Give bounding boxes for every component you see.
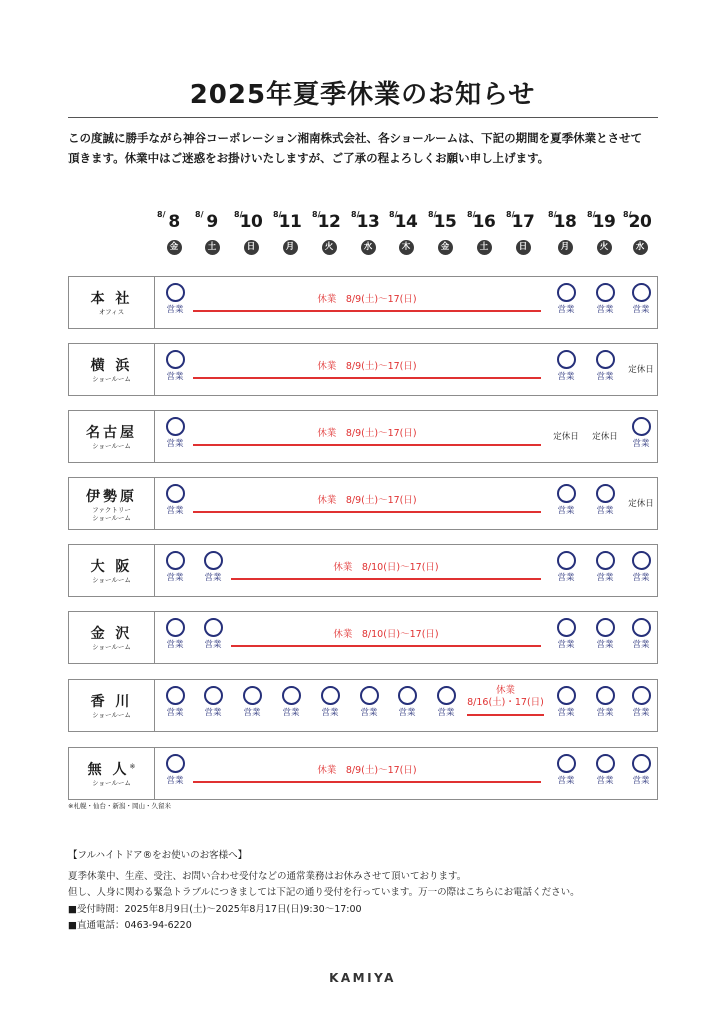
location-row <box>68 747 658 800</box>
location-name: 名古屋 <box>86 425 137 441</box>
open-label: 営業 <box>632 708 650 718</box>
regular-holiday: 定休日 <box>592 432 618 442</box>
open-status <box>585 484 625 516</box>
open-status <box>621 618 661 650</box>
open-label: 営業 <box>632 573 650 583</box>
date-month: 8/ <box>312 210 321 219</box>
open-circle-icon <box>321 686 340 705</box>
info-line: ■直通電話：0463-94-6220 <box>68 920 192 931</box>
open-status <box>546 686 586 718</box>
date-label <box>155 208 193 234</box>
open-circle-icon <box>632 417 651 436</box>
date-month: 8/ <box>467 210 476 219</box>
footnote: ※札幌・仙台・新潟・岡山・久留米 <box>68 802 171 810</box>
date-column <box>349 208 387 255</box>
open-label: 営業 <box>166 372 184 382</box>
location-row <box>68 477 658 530</box>
date-column <box>193 208 231 255</box>
open-label: 営業 <box>398 708 416 718</box>
open-label: 営業 <box>166 776 184 786</box>
holiday-bar <box>193 444 541 446</box>
open-status <box>585 618 625 650</box>
open-status <box>271 686 311 718</box>
date-day: 11 <box>278 212 302 232</box>
date-label <box>349 208 387 234</box>
info-heading: 【フルハイトドア®をお使いのお客様へ】 <box>68 850 248 861</box>
location-row <box>68 611 658 664</box>
holiday-bar <box>193 377 541 379</box>
open-circle-icon <box>166 417 185 436</box>
open-circle-icon <box>166 484 185 503</box>
date-day: 12 <box>317 212 341 232</box>
location-cell <box>69 612 155 663</box>
open-status <box>546 350 586 382</box>
open-status <box>621 754 661 786</box>
open-circle-icon <box>204 618 223 637</box>
date-column <box>271 208 309 255</box>
open-circle-icon <box>632 551 651 570</box>
date-column <box>621 208 659 255</box>
open-label: 営業 <box>632 305 650 315</box>
date-label <box>465 208 503 234</box>
open-circle-icon <box>596 350 615 369</box>
open-status <box>387 686 427 718</box>
open-status <box>349 686 389 718</box>
location-name: 金 沢 <box>90 626 133 642</box>
date-column <box>585 208 623 255</box>
open-label: 営業 <box>557 372 575 382</box>
open-status <box>621 417 661 449</box>
open-status <box>155 417 195 449</box>
date-column <box>387 208 425 255</box>
date-day: 14 <box>394 212 418 232</box>
location-name: 無 人※ <box>87 762 136 778</box>
open-circle-icon <box>166 754 185 773</box>
open-status <box>155 484 195 516</box>
location-type: ショールーム <box>92 576 131 584</box>
date-month: 8/ <box>389 210 398 219</box>
location-row <box>68 343 658 396</box>
open-status <box>546 754 586 786</box>
date-column <box>465 208 503 255</box>
open-status <box>546 283 586 315</box>
open-circle-icon <box>596 686 615 705</box>
location-cell <box>69 344 155 395</box>
open-circle-icon <box>166 551 185 570</box>
date-label <box>504 208 542 234</box>
date-day: 16 <box>472 212 496 232</box>
date-day: 19 <box>592 212 616 232</box>
date-month: 8/ <box>506 210 515 219</box>
weekday-badge: 日 <box>516 240 531 255</box>
location-type: ショールーム <box>92 643 131 651</box>
date-label <box>193 208 231 234</box>
location-type: ショールーム <box>92 779 131 787</box>
open-circle-icon <box>632 686 651 705</box>
location-cell <box>69 478 155 529</box>
open-circle-icon <box>557 283 576 302</box>
date-label <box>232 208 270 234</box>
holiday-period-label: 休業 8/10(日)～17(日) <box>333 629 439 640</box>
open-label: 営業 <box>166 439 184 449</box>
date-column <box>546 208 584 255</box>
weekday-badge: 土 <box>205 240 220 255</box>
intro-line: 頂きます。休業中はご迷惑をお掛けいたしますが、ご了承の程よろしくお願い申し上げます。 <box>68 151 550 165</box>
date-column <box>310 208 348 255</box>
open-status <box>426 686 466 718</box>
date-label <box>271 208 309 234</box>
date-month: 8/ <box>234 210 243 219</box>
date-month: 8/ <box>273 210 282 219</box>
open-circle-icon <box>166 350 185 369</box>
open-label: 営業 <box>632 776 650 786</box>
location-row <box>68 544 658 597</box>
open-status <box>546 618 586 650</box>
open-label: 営業 <box>632 439 650 449</box>
open-label: 営業 <box>596 506 614 516</box>
open-status <box>193 618 233 650</box>
location-cell <box>69 277 155 328</box>
date-label <box>621 208 659 234</box>
location-type: ショールーム <box>92 514 131 522</box>
open-circle-icon <box>557 350 576 369</box>
open-status <box>546 484 586 516</box>
weekday-badge: 火 <box>322 240 337 255</box>
date-month: 8/ <box>587 210 596 219</box>
open-circle-icon <box>632 754 651 773</box>
open-circle-icon <box>437 686 456 705</box>
open-circle-icon <box>243 686 262 705</box>
weekday-badge: 土 <box>477 240 492 255</box>
location-row <box>68 679 658 732</box>
open-circle-icon <box>166 618 185 637</box>
open-label: 営業 <box>437 708 455 718</box>
open-status <box>155 754 195 786</box>
open-status <box>155 283 195 315</box>
holiday-period-label: 休業 8/9(土)～17(日) <box>317 428 417 439</box>
open-status <box>585 350 625 382</box>
open-label: 営業 <box>166 573 184 583</box>
weekday-badge: 木 <box>399 240 414 255</box>
info-line: ■受付時間：2025年8月9日(土)～2025年8月17日(日)9:30～17:00 <box>68 903 362 915</box>
open-status <box>621 686 661 718</box>
open-circle-icon <box>596 484 615 503</box>
date-label <box>546 208 584 234</box>
open-label: 営業 <box>557 640 575 650</box>
holiday-period-label: 休業 8/9(土)～17(日) <box>317 294 417 305</box>
date-month: 8/ <box>428 210 437 219</box>
location-type: ショールーム <box>92 375 131 383</box>
holiday-period-label: 休業 8/9(土)～17(日) <box>317 765 417 776</box>
weekday-badge: 水 <box>361 240 376 255</box>
date-month: 8/ <box>195 210 204 219</box>
open-label: 営業 <box>282 708 300 718</box>
holiday-period-label <box>467 685 544 709</box>
open-label: 営業 <box>596 305 614 315</box>
open-circle-icon <box>596 754 615 773</box>
open-label: 営業 <box>557 776 575 786</box>
date-day: 9 <box>206 212 218 232</box>
open-label: 営業 <box>166 708 184 718</box>
open-status <box>155 551 195 583</box>
company-logo: KAMIYA <box>329 971 396 985</box>
info-line: 但し、人身に関わる緊急トラブルにつきましては下記の通り受付を行っています。万一の際はこちらにお電話ください。 <box>68 887 580 898</box>
date-column <box>232 208 270 255</box>
title-divider <box>68 117 658 118</box>
open-label: 営業 <box>166 506 184 516</box>
weekday-badge: 火 <box>597 240 612 255</box>
date-day: 8 <box>168 212 180 232</box>
open-circle-icon <box>596 283 615 302</box>
open-status <box>621 283 661 315</box>
open-status <box>193 551 233 583</box>
open-status <box>585 686 625 718</box>
location-name: 本 社 <box>90 291 133 307</box>
date-month: 8/ <box>157 210 166 219</box>
open-status <box>155 618 195 650</box>
location-type: オフィス <box>98 308 125 316</box>
open-label: 営業 <box>596 372 614 382</box>
open-label: 営業 <box>166 640 184 650</box>
footnote-mark: ※ <box>129 762 136 771</box>
location-cell <box>69 680 155 731</box>
location-cell <box>69 545 155 596</box>
holiday-period-label: 休業 8/9(土)～17(日) <box>317 495 417 506</box>
holiday-label-line: 8/16(土)・17(日) <box>467 697 544 708</box>
open-status <box>155 686 195 718</box>
date-column <box>504 208 542 255</box>
intro-text <box>68 128 668 168</box>
open-circle-icon <box>398 686 417 705</box>
location-cell <box>69 748 155 799</box>
open-circle-icon <box>557 551 576 570</box>
open-label: 営業 <box>204 708 222 718</box>
holiday-bar <box>467 714 544 716</box>
date-month: 8/ <box>548 210 557 219</box>
open-label: 営業 <box>204 640 222 650</box>
open-label: 営業 <box>596 640 614 650</box>
open-status <box>155 350 195 382</box>
open-label: 営業 <box>243 708 261 718</box>
open-circle-icon <box>557 686 576 705</box>
holiday-bar <box>231 578 541 580</box>
open-circle-icon <box>632 618 651 637</box>
location-name: 伊勢原 <box>86 489 137 505</box>
open-label: 営業 <box>557 573 575 583</box>
open-circle-icon <box>204 551 223 570</box>
open-status <box>585 551 625 583</box>
regular-holiday: 定休日 <box>628 499 654 509</box>
page-title: 2025年夏季休業のお知らせ <box>189 80 536 110</box>
open-label: 営業 <box>596 573 614 583</box>
open-status <box>621 551 661 583</box>
open-label: 営業 <box>360 708 378 718</box>
weekday-badge: 金 <box>167 240 182 255</box>
holiday-bar <box>193 781 541 783</box>
date-column <box>155 208 193 255</box>
open-status <box>546 551 586 583</box>
holiday-period-label: 休業 8/9(土)～17(日) <box>317 361 417 372</box>
weekday-badge: 月 <box>558 240 573 255</box>
open-status <box>585 754 625 786</box>
date-month: 8/ <box>351 210 360 219</box>
date-label <box>310 208 348 234</box>
holiday-label-line: 休業 <box>495 685 515 696</box>
open-label: 営業 <box>321 708 339 718</box>
open-status <box>232 686 272 718</box>
weekday-badge: 日 <box>244 240 259 255</box>
open-circle-icon <box>557 484 576 503</box>
date-day: 15 <box>433 212 457 232</box>
open-label: 営業 <box>557 305 575 315</box>
regular-holiday: 定休日 <box>553 432 579 442</box>
open-label: 営業 <box>596 708 614 718</box>
date-label <box>387 208 425 234</box>
open-circle-icon <box>166 686 185 705</box>
holiday-bar <box>231 645 541 647</box>
date-day: 17 <box>511 212 535 232</box>
open-circle-icon <box>204 686 223 705</box>
regular-holiday: 定休日 <box>628 365 654 375</box>
date-day: 13 <box>356 212 380 232</box>
open-label: 営業 <box>557 708 575 718</box>
weekday-badge: 金 <box>438 240 453 255</box>
open-label: 営業 <box>557 506 575 516</box>
date-day: 10 <box>239 212 263 232</box>
location-name: 香 川 <box>90 694 133 710</box>
location-type: ショールーム <box>92 442 131 450</box>
open-circle-icon <box>557 754 576 773</box>
open-circle-icon <box>596 551 615 570</box>
open-label: 営業 <box>632 640 650 650</box>
intro-line: この度誠に勝手ながら神谷コーポレーション湘南株式会社、各ショールームは、下記の期間を夏季休業とさせて <box>68 131 643 145</box>
location-type: ファクトリー <box>92 506 131 514</box>
location-name: 大 阪 <box>90 559 133 575</box>
open-status <box>193 686 233 718</box>
date-day: 20 <box>628 212 652 232</box>
location-type: ショールーム <box>92 711 131 719</box>
open-circle-icon <box>166 283 185 302</box>
info-line: 夏季休業中、生産、受注、お問い合わせ受付などの通常業務はお休みさせて頂いております。 <box>68 870 467 882</box>
location-cell <box>69 411 155 462</box>
weekday-badge: 水 <box>633 240 648 255</box>
location-name: 横 浜 <box>90 358 133 374</box>
open-label: 営業 <box>166 305 184 315</box>
date-column <box>426 208 464 255</box>
location-row <box>68 410 658 463</box>
date-label <box>585 208 623 234</box>
holiday-bar <box>193 511 541 513</box>
customer-info <box>68 848 580 935</box>
open-circle-icon <box>360 686 379 705</box>
date-month: 8/ <box>623 210 632 219</box>
location-row <box>68 276 658 329</box>
date-header <box>0 208 725 260</box>
date-label <box>426 208 464 234</box>
weekday-badge: 月 <box>283 240 298 255</box>
open-circle-icon <box>282 686 301 705</box>
open-circle-icon <box>596 618 615 637</box>
open-status <box>310 686 350 718</box>
date-day: 18 <box>553 212 577 232</box>
holiday-bar <box>193 310 541 312</box>
open-circle-icon <box>557 618 576 637</box>
open-circle-icon <box>632 283 651 302</box>
holiday-period-label: 休業 8/10(日)～17(日) <box>333 562 439 573</box>
open-label: 営業 <box>596 776 614 786</box>
open-label: 営業 <box>204 573 222 583</box>
open-status <box>585 283 625 315</box>
